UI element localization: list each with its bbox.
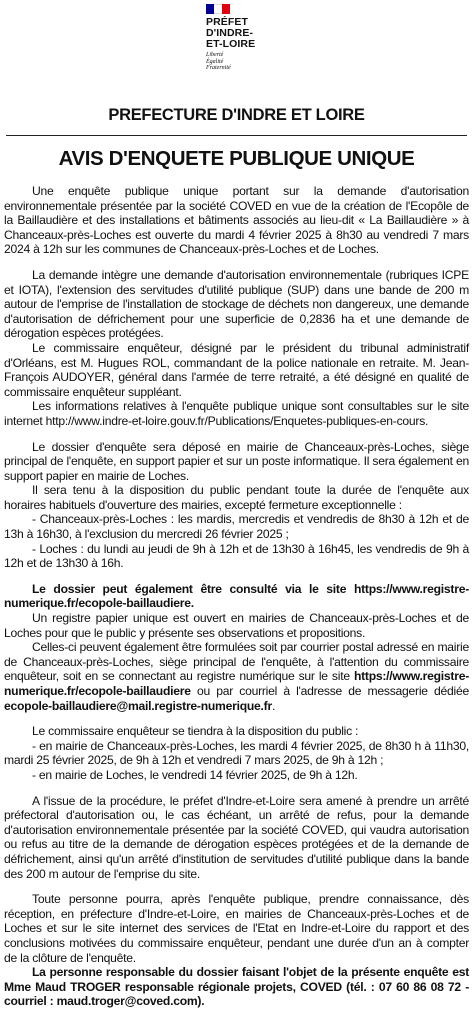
paragraph-consultation-rapport: Toute personne pourra, après l'enquête publique, prendre connaissance, dès réception, en préfecture d'Indre-et-Loire, en mairies de Chanceaux-près-Loches et de Loches et sur le site internet des services de l'Etat en Indre-et-Loire du rapport et des conclusions motivées du commissaire enquêteur, pendant une durée d'un an à compter de la clôture de l'enquête.: [4, 892, 469, 965]
paragraph-observations: [4, 640, 469, 713]
flag-white-stripe: [214, 4, 222, 14]
paragraph-intro: Une enquête publique unique portant sur la demande d'autorisation environnementale présentée par la société COVED en vue de la création de l'Ecopôle de la Baillaudière et des installations et bâtiments associés au lieu-dit « La Baillaudière » à Chanceaux-près-Loches est ouverte du mardi 4 février 2025 à 8h30 au vendredi 7 mars 2024 à 12h sur les communes de Chanceaux-près-Loches et de Loches.: [4, 184, 469, 257]
paragraph-site-consultation: Le dossier peut également être consulté via le site https://www.registre-numerique.fr/ecopole-baillaudiere.: [4, 581, 469, 611]
notice-body: [4, 184, 469, 1009]
logo-org-line3: ET-LOIRE: [206, 38, 256, 50]
logo-motto: [206, 52, 282, 72]
observations-text: Celles-ci peuvent également être formulées soit par courrier postal adressé en mairie de Chanceaux-près-Loches, siège principal de l'enquête, à l'attention du commissaire enquêteur, soit en se connectant au registre numérique sur le site: [4, 640, 469, 684]
logo-org-line1: PRÉFET: [206, 16, 249, 28]
paragraph-permanences: Le commissaire enquêteur se tiendra à la disposition du public :: [32, 724, 359, 739]
paragraph-commissaire: Le commissaire enquêteur, désigné par le président du tribunal administratif d'Orléans, est M. Hugues ROL, commandant de la police nationale en retraite. M. Jean-François AUDOYER, général dans l'armée de terre retraité, a été désigné en qualité de commissaire enquêteur suppléant.: [4, 340, 469, 399]
prefecture-heading: PREFECTURE D'INDRE ET LOIRE: [108, 106, 365, 124]
heading-divider: [6, 135, 467, 136]
registre-email-link[interactable]: ecopole-baillaudiere@mail.registre-numerique.fr: [4, 698, 272, 713]
logo-motto-liberte: Liberté: [206, 52, 224, 58]
marianne-flag-icon: [206, 4, 230, 14]
paragraph-demande: La demande intègre une demande d'autorisation environnementale (rubriques ICPE et IOTA), l'extension des servitudes d'utilité publique (SUP) dans une bande de 200 m autour de l'emprise de l'installation de stockage de déchets non dangereux, une demande d'autorisation de défrichement pour une superficie de 0,2836 ha et une demande de dérogation espèces protégées.: [4, 267, 469, 341]
flag-red-stripe: [222, 4, 230, 14]
paragraph-permanences-chanceaux: - en mairie de Chanceaux-près-Loches, les mardi 4 février 2025, de 8h30 h à 11h30, mardi 25 février 2025, de 9h à 12h et vendredi 7 mars 2025, de 9h à 12h ;: [4, 738, 469, 768]
observations-text-2: ou par courriel à l'adresse de messagerie dédiée: [190, 684, 469, 698]
paragraph-registre: Un registre papier unique est ouvert en mairies de Chanceaux-près-Loches et de Loches pour que le public y présente ses observations et propositions.: [4, 611, 469, 640]
paragraph-horaires-loches: - Loches : du lundi au jeudi de 9h à 12h et de 13h30 à 16h45, les vendredis de 9h à 12h et de 13h30 à 16h.: [4, 541, 469, 571]
paragraph-dossier: Le dossier d'enquête sera déposé en mairie de Chanceaux-près-Loches, siège principal de l'enquête, en support papier et sur un poste informatique. Il sera également en support papier en mairie de Loches.: [4, 439, 469, 483]
paragraph-horaires: Il sera tenu à la disposition du public pendant toute la durée de l'enquête aux horaires habituels d'ouverture des mairies, excepté fermeture exceptionnelle :: [4, 483, 469, 512]
notice-title: AVIS D'ENQUETE PUBLIQUE UNIQUE: [58, 147, 415, 170]
paragraph-responsable: La personne responsable du dossier faisant l'objet de la présente enquête est Mme Maud TROGER responsable régionale projets, COVED (tél. : 07 60 86 08 72 - courriel : maud.troger@coved.com).: [4, 965, 469, 1009]
logo-motto-fraternite: Fraternité: [206, 65, 231, 72]
logo-motto-egalite: Égalité: [206, 58, 224, 65]
registre-link[interactable]: https://www.registre-numerique.fr/ecopole-baillaudiere: [4, 669, 469, 698]
paragraph-issue: A l'issue de la procédure, le préfet d'Indre-et-Loire sera amené à prendre un arrêté préfectoral d'autorisation ou, le cas échéant, un arrêté de refus, pour la demande d'autorisation environnementale présentée par la société COVED, qui vaudra autorisation ou refus au titre de la demande de dérogation espèces protégées et de la demande de défrichement, ainsi qu'un arrêté d'institution de servitudes d'utilité publique dans la bande des 200 m autour de l'emprise du site.: [4, 793, 469, 881]
paragraph-horaires-chanceaux: - Chanceaux-près-Loches : les mardis, mercredis et vendredis de 8h30 à 12h et de 13h à 16h30, à l'exclusion du mercredi 26 février 2025 ;: [4, 512, 469, 542]
observations-text-end: .: [271, 698, 276, 713]
paragraph-permanences-loches: - en mairie de Loches, le vendredi 14 février 2025, de 9h à 12h.: [32, 767, 358, 782]
logo-org-line2: D'INDRE-: [206, 27, 254, 39]
logo-org-name: [206, 17, 282, 50]
flag-blue-stripe: [206, 4, 214, 14]
prefecture-logo: [192, 4, 282, 94]
paragraph-informations: Les informations relatives à l'enquête publique unique sont consultables sur le site internet http://www.indre-et-loire.gouv.fr/Publications/Enquetes-publiques-en-cours.: [4, 399, 469, 428]
